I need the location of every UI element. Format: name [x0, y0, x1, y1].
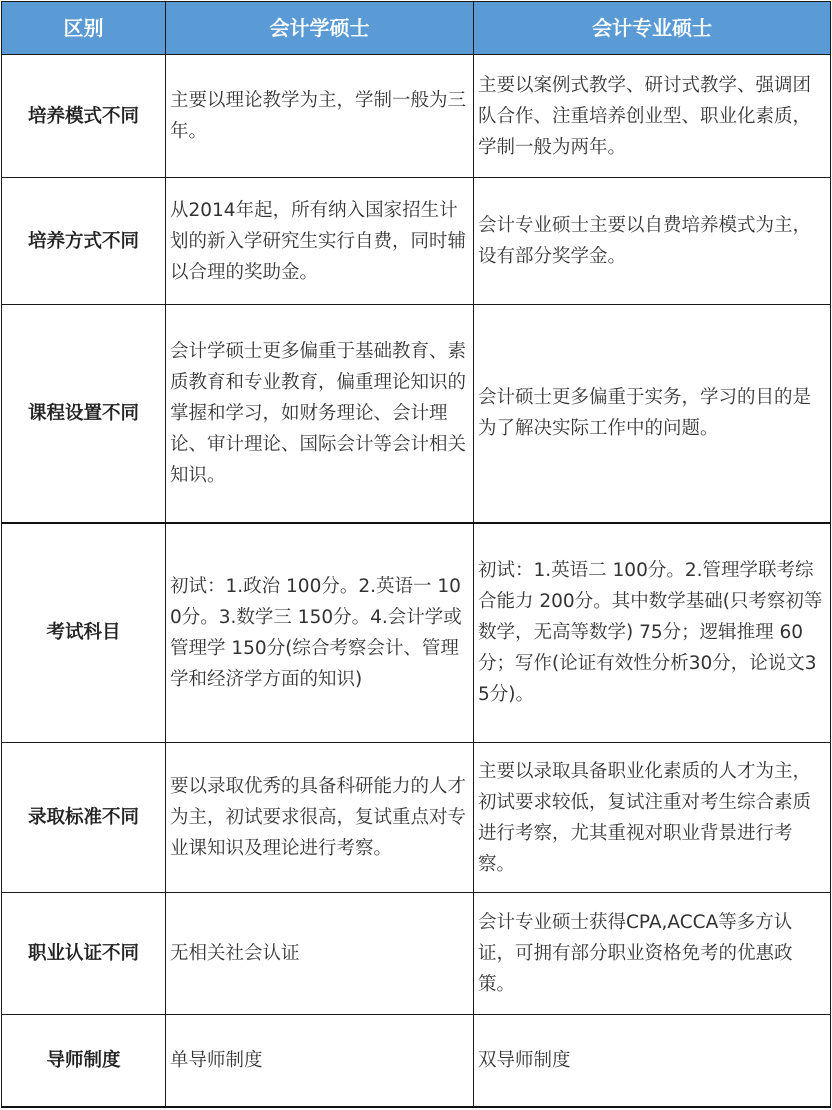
table-row: [2, 178, 831, 305]
table-row: [2, 305, 831, 523]
comparison-table: [1, 1, 831, 1108]
header-academic-master: 会计学硕士: [166, 2, 474, 55]
row-label: 录取标准不同: [2, 743, 166, 893]
header-professional-master: 会计专业硕士: [474, 2, 831, 55]
professional-cell: 会计专业硕士获得CPA,ACCA等多方认证，可拥有部分职业资格免考的优惠政策。: [474, 893, 831, 1015]
professional-cell: 主要以案例式教学、研讨式教学、强调团队合作、注重培养创业型、职业化素质，学制一般为两年。: [474, 55, 831, 178]
table-row: [2, 55, 831, 178]
academic-cell: 主要以理论教学为主，学制一般为三年。: [166, 55, 474, 178]
table-row: [2, 523, 831, 743]
professional-cell: 会计硕士更多偏重于实务，学习的目的是为了解决实际工作中的问题。: [474, 305, 831, 523]
professional-cell: 双导师制度: [474, 1015, 831, 1107]
academic-cell: 初试：1.政治 100分。2.英语一 100分。3.数学三 150分。4.会计学或管理学 150分(综合考察会计、管理学和经济学方面的知识): [166, 523, 474, 743]
row-label: 培养模式不同: [2, 55, 166, 178]
row-label: 课程设置不同: [2, 305, 166, 523]
academic-cell: 无相关社会认证: [166, 893, 474, 1015]
academic-cell: 单导师制度: [166, 1015, 474, 1107]
row-label: 职业认证不同: [2, 893, 166, 1015]
table-row: [2, 743, 831, 893]
professional-cell: 会计专业硕士主要以自费培养模式为主，设有部分奖学金。: [474, 178, 831, 305]
professional-cell: 初试：1.英语二 100分。2.管理学联考综合能力 200分。其中数学基础(只考察初等数学，无高等数学) 75分；逻辑推理 60分；写作(论证有效性分析30分，论说文35分)。: [474, 523, 831, 743]
header-row: [2, 2, 831, 55]
academic-cell: 从2014年起，所有纳入国家招生计划的新入学研究生实行自费，同时辅以合理的奖助金。: [166, 178, 474, 305]
table-row: [2, 1015, 831, 1107]
professional-cell: 主要以录取具备职业化素质的人才为主，初试要求较低，复试注重对考生综合素质进行考察，尤其重视对职业背景进行考察。: [474, 743, 831, 893]
academic-cell: 会计学硕士更多偏重于基础教育、素质教育和专业教育，偏重理论知识的掌握和学习，如财务理论、会计理论、审计理论、国际会计等会计相关知识。: [166, 305, 474, 523]
row-label: 考试科目: [2, 523, 166, 743]
table-row: [2, 893, 831, 1015]
header-difference: 区别: [2, 2, 166, 55]
row-label: 培养方式不同: [2, 178, 166, 305]
row-label: 导师制度: [2, 1015, 166, 1107]
academic-cell: 要以录取优秀的具备科研能力的人才为主，初试要求很高，复试重点对专业课知识及理论进行考察。: [166, 743, 474, 893]
